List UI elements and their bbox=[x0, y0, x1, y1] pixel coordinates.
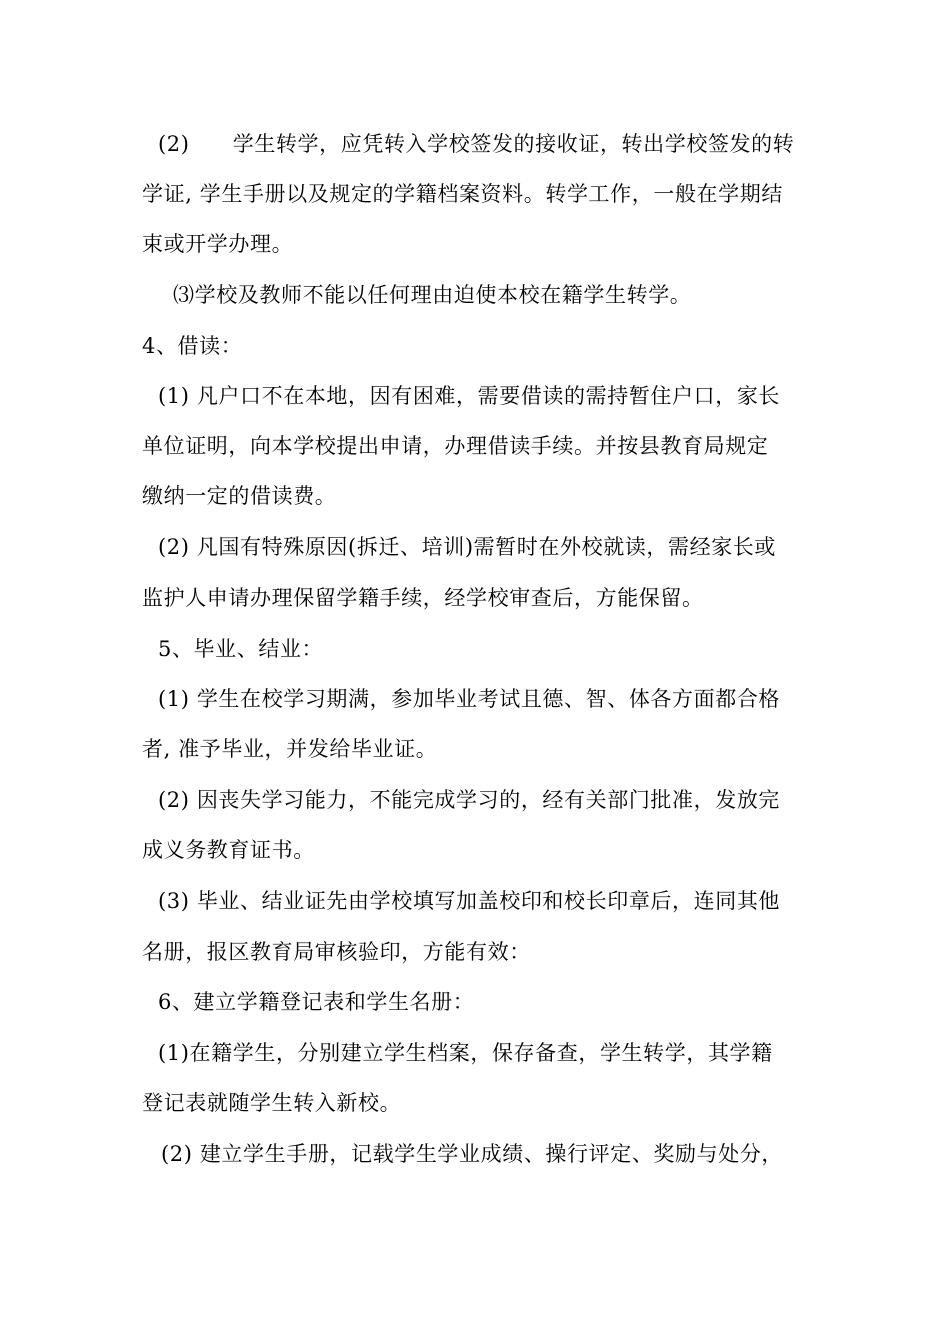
text-line: 登记表就随学生转入新校。 bbox=[142, 1091, 402, 1115]
text-line: 单位证明，向本学校提出申请，办理借读手续。并按县教育局规定 bbox=[142, 434, 769, 458]
text-line: (2) 学生转学，应凭转入学校签发的接收证，转出学校签发的转 bbox=[158, 132, 795, 156]
text-line: (2) 建立学生手册，记载学生学业成绩、操行评定、奖励与处分， bbox=[161, 1142, 784, 1166]
text-line: 学证, 学生手册以及规定的学籍档案资料。转学工作，一般在学期结 bbox=[142, 182, 783, 206]
text-line: (1) 凡户口不在本地，因有困难，需要借读的需持暂住户口，家长 bbox=[158, 384, 781, 408]
section-heading: 5、毕业、结业： bbox=[158, 637, 324, 661]
text-line: (1) 学生在校学习期满，参加毕业考试且德、智、体各方面都合格 bbox=[158, 687, 781, 711]
section-heading: 4、借读： bbox=[142, 334, 243, 358]
text-line: 名册，报区教育局审核验印，方能有效： bbox=[142, 940, 531, 964]
section-heading: 6、建立学籍登记表和学生名册： bbox=[158, 990, 475, 1014]
text-line: 束或开学办理。 bbox=[142, 232, 294, 256]
text-line: 者, 准予毕业，并发给毕业证。 bbox=[142, 737, 438, 761]
text-line: (1)在籍学生，分别建立学生档案，保存备查，学生转学，其学籍 bbox=[158, 1041, 773, 1065]
text-line: 监护人申请办理保留学籍手续，经学校审查后，方能保留。 bbox=[142, 586, 704, 610]
text-line: 缴纳一定的借读费。 bbox=[142, 484, 337, 508]
text-line: ⑶学校及教师不能以任何理由迫使本校在籍学生转学。 bbox=[173, 283, 692, 307]
text-line: (3) 毕业、结业证先由学校填写加盖校印和校长印章后，连同其他 bbox=[158, 889, 781, 913]
text-line: (2) 因丧失学习能力，不能完成学习的，经有关部门批准，发放完 bbox=[158, 788, 781, 812]
text-line: 成义务教育证书。 bbox=[142, 838, 315, 862]
text-line: (2) 凡国有特殊原因(拆迁、培训)需暂时在外校就读，需经家长或 bbox=[158, 535, 777, 559]
